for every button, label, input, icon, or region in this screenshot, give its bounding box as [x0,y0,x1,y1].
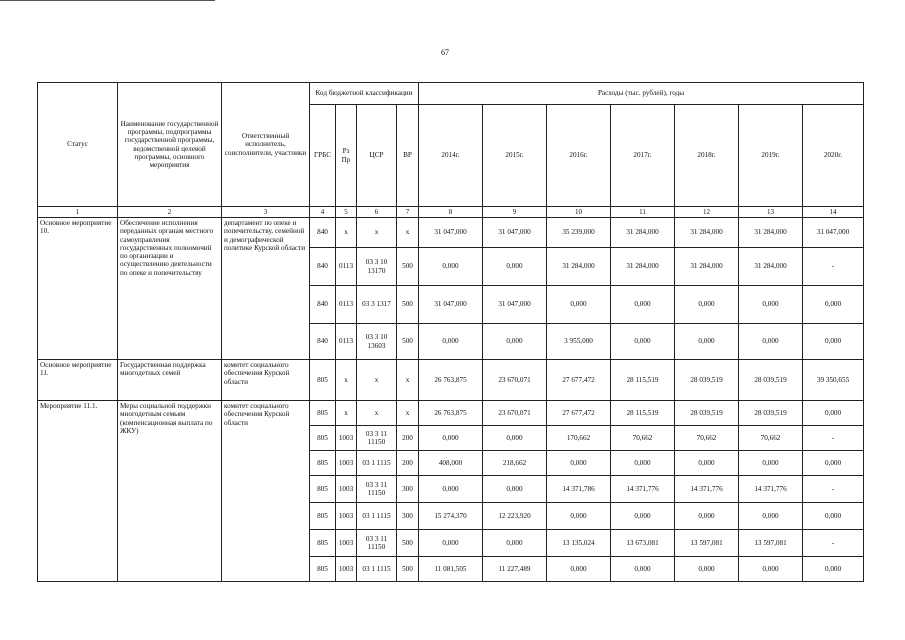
header-year: 2020г. [803,105,864,207]
status-cell: Мероприятие 11.1. [38,401,118,582]
column-number: 13 [739,207,803,218]
vr-cell: 500 [397,530,419,557]
header-expenses: Расходы (тыс. рублей), годы [419,83,864,105]
vr-cell: 200 [397,451,419,476]
value-cell: 0,000 [803,286,864,324]
header-year: 2016г. [547,105,611,207]
value-cell: 0,000 [547,286,611,324]
grbs-cell: 840 [310,286,336,324]
vr-cell: 300 [397,503,419,530]
value-cell: 13 597,081 [675,530,739,557]
value-cell: 31 047,000 [483,218,547,248]
value-cell: 14 371,776 [739,476,803,503]
rzpr-cell: 1003 [336,476,357,503]
value-cell: - [803,248,864,286]
header-vr: ВР [397,105,419,207]
value-cell: 28 039,519 [739,360,803,401]
vr-cell: х [397,218,419,248]
value-cell: 28 115,519 [611,401,675,426]
table-row [38,401,864,426]
value-cell: 31 284,000 [739,248,803,286]
value-cell: 13 597,081 [739,530,803,557]
name-cell: Меры социальной поддержки многодетным семьям (компенсационная выплата по ЖКУ) [118,401,222,582]
value-cell: 0,000 [547,451,611,476]
vr-cell: х [397,360,419,401]
column-number: 7 [397,207,419,218]
value-cell: - [803,530,864,557]
rzpr-cell: 1003 [336,557,357,582]
value-cell: 0,000 [419,530,483,557]
rzpr-cell: 0113 [336,248,357,286]
header-status: Статус [38,83,118,207]
value-cell: 0,000 [803,557,864,582]
responsible-cell: департамент по опеке и попечительству, семейной и демографической политике Курской области [222,218,310,360]
vr-cell: 200 [397,426,419,451]
csr-cell: 03 1 1115 [357,451,397,476]
csr-cell: х [357,360,397,401]
value-cell: 0,000 [803,324,864,360]
column-number: 14 [803,207,864,218]
grbs-cell: 805 [310,557,336,582]
value-cell: 28 039,519 [739,401,803,426]
value-cell: 0,000 [483,324,547,360]
value-cell: 0,000 [739,503,803,530]
vr-cell: х [397,401,419,426]
rzpr-cell: 0113 [336,324,357,360]
rzpr-cell: 1003 [336,530,357,557]
name-cell: Обеспечение исполнения переданных органам местного самоуправления государственных полномочий по организации и осуществлению деятельности по опеке и попечительству [118,218,222,360]
page-number: 67 [441,48,449,57]
value-cell: 31 284,000 [739,218,803,248]
value-cell: 31 284,000 [547,248,611,286]
csr-cell: 03 1 1115 [357,503,397,530]
value-cell: - [803,476,864,503]
column-number: 5 [336,207,357,218]
rzpr-cell: 0113 [336,286,357,324]
value-cell: 13 673,081 [611,530,675,557]
value-cell: 12 223,920 [483,503,547,530]
value-cell: 0,000 [483,530,547,557]
value-cell: 26 763,875 [419,360,483,401]
name-cell: Государственная поддержка многодетных семей [118,360,222,401]
value-cell: 70,662 [739,426,803,451]
value-cell: 39 350,655 [803,360,864,401]
value-cell: 0,000 [739,324,803,360]
table-row [38,360,864,401]
grbs-cell: 805 [310,451,336,476]
value-cell: 0,000 [611,286,675,324]
value-cell: 14 371,776 [675,476,739,503]
csr-cell: 03 3 1317 [357,286,397,324]
value-cell: 70,662 [675,426,739,451]
value-cell: 218,662 [483,451,547,476]
value-cell: 0,000 [547,557,611,582]
value-cell: 3 955,000 [547,324,611,360]
table-body [38,218,864,582]
value-cell: 31 284,000 [675,248,739,286]
value-cell: 31 284,000 [611,218,675,248]
value-cell: 0,000 [611,451,675,476]
grbs-cell: 805 [310,503,336,530]
column-number: 6 [357,207,397,218]
header-year: 2017г. [611,105,675,207]
csr-cell: 03 3 10 13603 [357,324,397,360]
value-cell: 31 284,000 [675,218,739,248]
rzpr-cell: 1003 [336,426,357,451]
vr-cell: 500 [397,286,419,324]
value-cell: 28 039,519 [675,360,739,401]
value-cell: 0,000 [675,451,739,476]
value-cell: 170,662 [547,426,611,451]
responsible-cell: комитет социального обеспечения Курской области [222,401,310,582]
value-cell: 408,000 [419,451,483,476]
grbs-cell: 805 [310,360,336,401]
value-cell: 14 371,786 [547,476,611,503]
csr-cell: х [357,401,397,426]
rzpr-cell: х [336,360,357,401]
header-budget-code: Код бюджетной классификации [310,83,419,105]
value-cell: 23 670,071 [483,360,547,401]
value-cell: 0,000 [483,476,547,503]
status-cell: Основное мероприятие 11. [38,360,118,401]
rzpr-cell: 1003 [336,451,357,476]
top-rule [0,0,215,1]
value-cell: 0,000 [547,503,611,530]
value-cell: 0,000 [483,426,547,451]
grbs-cell: 840 [310,248,336,286]
value-cell: 35 239,000 [547,218,611,248]
rzpr-cell: х [336,401,357,426]
csr-cell: 03 3 11 11150 [357,476,397,503]
value-cell: 11 227,489 [483,557,547,582]
value-cell: 13 135,024 [547,530,611,557]
header-csr: ЦСР [357,105,397,207]
column-number: 3 [222,207,310,218]
value-cell: 0,000 [739,451,803,476]
vr-cell: 500 [397,248,419,286]
value-cell: 0,000 [419,426,483,451]
table-row [38,218,864,248]
value-cell: 31 047,000 [483,286,547,324]
value-cell: 31 284,000 [611,248,675,286]
csr-cell: 03 3 10 13170 [357,248,397,286]
value-cell: 0,000 [611,324,675,360]
header-year: 2014г. [419,105,483,207]
vr-cell: 500 [397,324,419,360]
value-cell: 23 670,071 [483,401,547,426]
rzpr-cell: 1003 [336,503,357,530]
column-number: 4 [310,207,336,218]
value-cell: 31 047,000 [803,218,864,248]
value-cell: 0,000 [611,557,675,582]
value-cell: 0,000 [419,476,483,503]
value-cell: 27 677,472 [547,401,611,426]
column-number: 9 [483,207,547,218]
csr-cell: 03 3 11 11150 [357,530,397,557]
column-number: 1 [38,207,118,218]
header-name: Наименование государственной программы, подпрограммы государственной программы, ведомственной целевой программы, основного мероприятия [118,83,222,207]
rzpr-cell: х [336,218,357,248]
value-cell: 0,000 [611,503,675,530]
value-cell: 0,000 [739,557,803,582]
value-cell: - [803,426,864,451]
value-cell: 28 115,519 [611,360,675,401]
csr-cell: х [357,218,397,248]
value-cell: 11 081,505 [419,557,483,582]
value-cell: 14 371,776 [611,476,675,503]
value-cell: 0,000 [419,324,483,360]
header-year: 2015г. [483,105,547,207]
grbs-cell: 805 [310,476,336,503]
column-number: 12 [675,207,739,218]
value-cell: 0,000 [675,503,739,530]
value-cell: 31 047,000 [419,218,483,248]
grbs-cell: 805 [310,530,336,557]
column-number: 2 [118,207,222,218]
value-cell: 0,000 [483,248,547,286]
value-cell: 0,000 [803,503,864,530]
budget-table [37,82,864,582]
responsible-cell: комитет социального обеспечения Курской области [222,360,310,401]
column-number: 10 [547,207,611,218]
grbs-cell: 840 [310,324,336,360]
column-number: 11 [611,207,675,218]
status-cell: Основное мероприятие 10. [38,218,118,360]
vr-cell: 300 [397,476,419,503]
grbs-cell: 840 [310,218,336,248]
csr-cell: 03 1 1115 [357,557,397,582]
csr-cell: 03 3 11 11150 [357,426,397,451]
value-cell: 70,662 [611,426,675,451]
value-cell: 0,000 [419,248,483,286]
value-cell: 0,000 [675,557,739,582]
value-cell: 27 677,472 [547,360,611,401]
value-cell: 26 763,875 [419,401,483,426]
header-grbs: ГРБС [310,105,336,207]
header-responsible: Ответственный исполнитель, соисполнители, участники [222,83,310,207]
column-number: 8 [419,207,483,218]
grbs-cell: 805 [310,401,336,426]
header-year: 2019г. [739,105,803,207]
value-cell: 0,000 [675,324,739,360]
header-rzpr: Рз Пр [336,105,357,207]
value-cell: 0,000 [803,401,864,426]
header-year: 2018г. [675,105,739,207]
value-cell: 0,000 [675,286,739,324]
value-cell: 31 047,000 [419,286,483,324]
value-cell: 15 274,370 [419,503,483,530]
grbs-cell: 805 [310,426,336,451]
vr-cell: 500 [397,557,419,582]
value-cell: 28 039,519 [675,401,739,426]
value-cell: 0,000 [739,286,803,324]
value-cell: 0,000 [803,451,864,476]
